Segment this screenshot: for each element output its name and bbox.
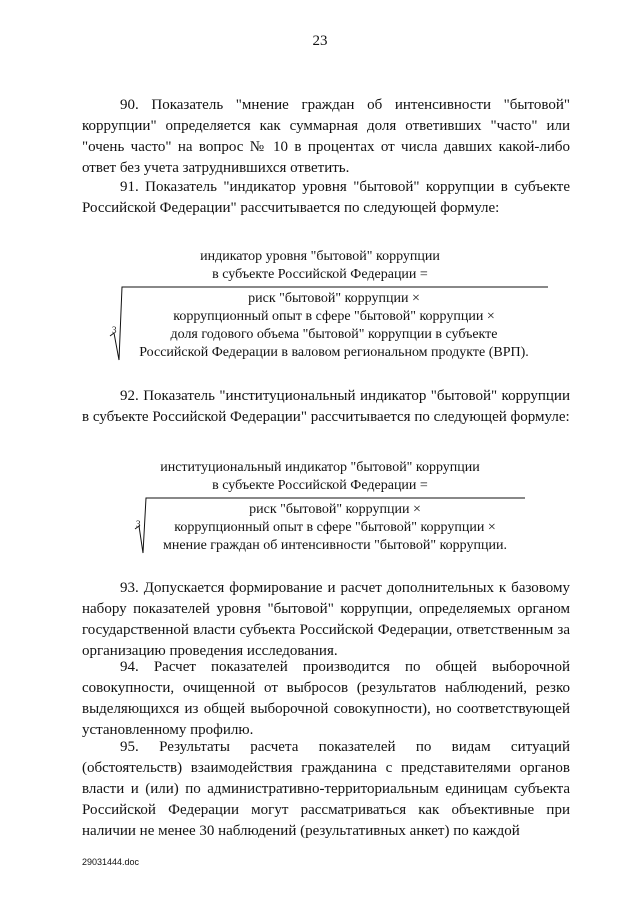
paragraph-92: 92. Показатель "институциональный индикатор "бытовой" коррупции в субъекте Российской Федерации" рассчитывается по следующей формуле: (82, 388, 570, 425)
formula-1-line-1: риск "бытовой" коррупции × (248, 291, 420, 306)
paragraph-93: 93. Допускается формирование и расчет дополнительных к базовому набору показателей уровня "бытовой" коррупции, определяемых органом государственной власти субъекта Российской Федерации, ответственным за организацию проведения исследования. (82, 580, 570, 659)
formula-1-root-index: 3 (112, 325, 117, 335)
formula-1-radicand (120, 290, 548, 362)
paragraph-95: 95. Результаты расчета показателей по видам ситуаций (обстоятельств) взаимодействия гражданина с представителями органов власти и (или) по административно-территориальным единицам субъекта Российской Федерации могут рассматриваться как объективные при наличии не менее 30 наблюдений (результативных анкет) по каждой (82, 739, 570, 839)
formula-1-line-3: доля годового объема "бытовой" коррупции в субъекте (170, 327, 498, 342)
formula-2-radical (133, 495, 525, 557)
formula-2-line-1: риск "бытовой" коррупции × (249, 502, 421, 517)
page-number: 23 (312, 33, 328, 49)
footer-filename: 29031444.doc (82, 857, 140, 867)
formula-1-line-4: Российской Федерации в валовом региональном продукте (ВРП). (139, 345, 529, 360)
formula-1-title-line-2: в субъекте Российской Федерации = (212, 267, 428, 282)
formula-1-line-2: коррупционный опыт в сфере "бытовой" коррупции × (173, 309, 495, 324)
formula-2-radicand (145, 501, 525, 555)
formula-2-title-line-1: институциональный индикатор "бытовой" коррупции (160, 460, 480, 475)
formula-2-line-3: мнение граждан об интенсивности "бытовой" коррупции. (163, 538, 507, 553)
formula-2-root-index: 3 (136, 519, 141, 529)
formula-1-title-line-1: индикатор уровня "бытовой" коррупции (200, 249, 440, 264)
formula-2-line-2: коррупционный опыт в сфере "бытовой" коррупции × (174, 520, 496, 535)
formula-1-radical (108, 284, 548, 364)
paragraph-91: 91. Показатель "индикатор уровня "бытовой" коррупции в субъекте Российской Федерации" рассчитывается по следующей формуле: (82, 179, 570, 216)
formula-2-title-line-2: в субъекте Российской Федерации = (212, 478, 428, 493)
paragraph-90: 90. Показатель "мнение граждан об интенсивности "бытовой" коррупции" определяется как суммарная доля ответивших "часто" или "очень часто" на вопрос № 10 в процентах от числа давших какой-либо ответ без учета затруднившихся ответить. (82, 97, 570, 176)
paragraph-94: 94. Расчет показателей производится по общей выборочной совокупности, очищенной от выбросов (результатов наблюдений, резко выделяющихся из общей выборочной совокупности), но соответствующей установленному профилю. (82, 659, 570, 738)
